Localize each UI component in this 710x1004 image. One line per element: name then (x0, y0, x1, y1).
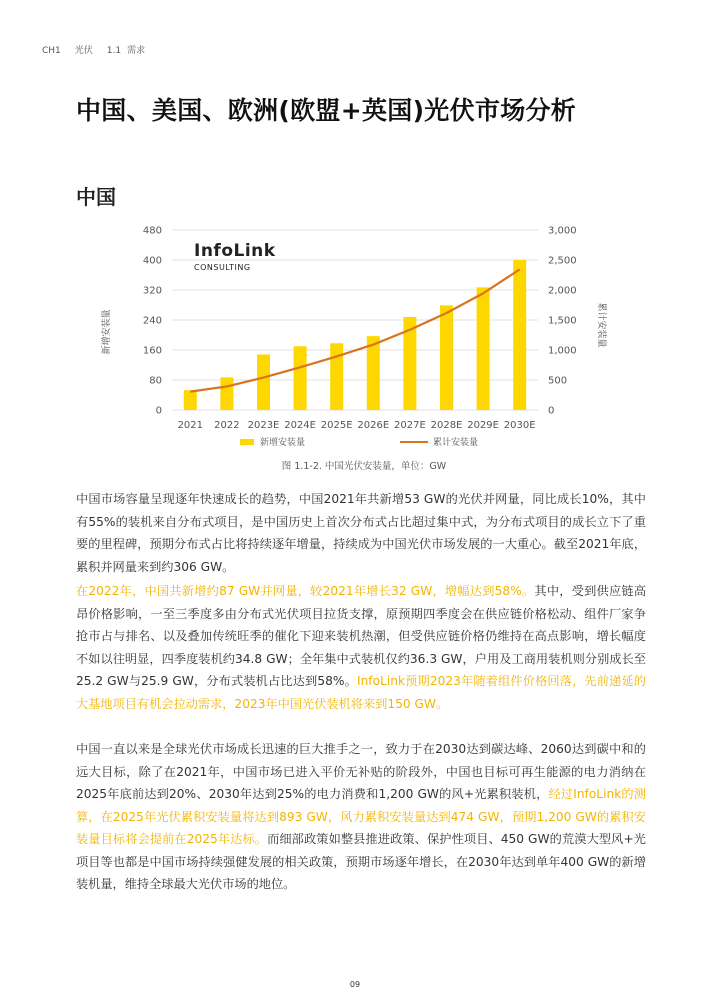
x-tick-label: 2024E (284, 420, 316, 431)
y-left-tick-label: 320 (142, 285, 162, 297)
y-right-tick-label: 1,500 (548, 315, 577, 327)
x-tick-label: 2029E (467, 420, 499, 431)
y-axis-right-label: 累计安装量 (596, 302, 606, 348)
bar-2029E (477, 287, 490, 410)
legend-line-label: 累计安装量 (433, 438, 479, 448)
y-right-tick-label: 0 (548, 405, 555, 417)
breadcrumb-section: 需求 (127, 46, 146, 56)
paragraph-2 (76, 580, 646, 715)
page-title: 中国、美国、欧洲(欧盟+英国)光伏市场分析 (76, 96, 577, 125)
y-left-tick-label: 80 (149, 375, 162, 387)
y-right-tick-label: 1,000 (548, 345, 577, 357)
x-tick-label: 2021 (177, 420, 204, 431)
breadcrumb-section-num: 1.1 (106, 46, 122, 56)
body-text: 中国市场容量呈现逐年快速成长的趋势，中国2021年共新增53 GW的光伏并网量，同比成长10%，其中有55%的装机来自分布式项目，是中国历史上首次分布式占比超过集中式，为分布式项目的成长立下了重要的里程碑，预期分布式占比将持续逐年增量，持续成为中国光伏市场发展的一大重心。截至2021年底，累积并网量来到约306 GW。 (76, 492, 646, 574)
y-axis-left-label: 新增安装量 (102, 309, 112, 355)
logo-sub: CONSULTING (194, 263, 251, 272)
x-tick-label: 2023E (247, 420, 280, 431)
highlight-text: 在2022年，中国共新增约87 GW并网量，较2021年增长32 GW，增幅达到58%。 (76, 584, 535, 598)
y-left-tick-label: 400 (142, 255, 162, 267)
bar-2024E (294, 346, 307, 410)
paragraph-3 (76, 738, 646, 896)
bar-2022 (220, 377, 233, 410)
infolink-logo (194, 241, 276, 272)
cumulative-line (190, 269, 519, 391)
body-text: 而细部政策如整县推进政策、保护性项目、450 GW的荒漠大型风+光项目等也都是中国市场持续强健发展的相关政策，预期市场逐年增长，在2030年达到单年400 GW的新增装机量，维持全球最大光伏市场的地位。 (76, 832, 646, 891)
y-right-tick-label: 2,500 (548, 255, 577, 267)
page-number: 09 (349, 980, 361, 989)
x-tick-label: 2022 (214, 420, 240, 431)
installation-chart (76, 210, 636, 485)
body-text: 其中，受到供应链高昂价格影响，一至三季度多由分布式光伏项目拉货支撑，原预期四季度会在供应链价格松动、组件厂家争抢市占与排名、以及叠加传统旺季的催化下迎来装机热潮，但受供应链价格仍维持在高点影响，增长幅度不如以往明显，四季度装机约34.8 GW；全年集中式装机仅约36.3 GW，户用及工商用装机则分别成长至25.2 GW与25.9 GW，分布式装机占比达到58%。 (76, 584, 647, 688)
breadcrumb-chapter: CH1 (42, 46, 61, 56)
y-left-tick-label: 240 (142, 315, 162, 327)
y-left-tick-label: 160 (142, 345, 162, 357)
y-left-tick-label: 480 (142, 225, 162, 237)
y-right-tick-label: 2,000 (548, 285, 577, 297)
chart-caption: 图 1.1-2. 中国光伏安装量，单位：GW (281, 461, 447, 472)
x-tick-label: 2030E (503, 420, 536, 431)
paragraph-1 (76, 488, 646, 578)
x-tick-label: 2028E (430, 420, 463, 431)
logo-name: InfoLink (194, 241, 276, 261)
breadcrumb (42, 43, 159, 56)
x-tick-label: 2025E (320, 420, 353, 431)
highlight-text: 经过InfoLink的测算，在2025年光伏累积安装量将达到893 GW，风力累积安装量达到474 GW，预期1,200 GW的累积安装量目标将会提前在2025年达标。 (76, 787, 646, 846)
highlight-text: InfoLink预期2023年随着组件价格回落，先前递延的大基地项目有机会拉动需求，2023年中国光伏装机将来到150 GW。 (76, 674, 646, 711)
legend-bar-swatch (240, 439, 254, 445)
y-right-tick-label: 3,000 (548, 225, 577, 237)
section-heading: 中国 (76, 185, 116, 209)
chart-legend (240, 436, 478, 448)
bar-2028E (440, 305, 453, 410)
bar-2021 (184, 390, 197, 410)
legend-bar-label: 新增安装量 (260, 438, 306, 448)
bar-2030E (513, 260, 526, 410)
bar-2025E (330, 343, 343, 410)
breadcrumb-topic: 光伏 (74, 46, 93, 56)
bar-2023E (257, 355, 270, 411)
chart-line (190, 269, 519, 391)
body-text: 中国一直以来是全球光伏市场成长迅速的巨大推手之一，致力于在2030达到碳达峰、2060达到碳中和的远大目标，除了在2021年，中国市场已进入平价无补贴的阶段外，中国也目标可再生能源的电力消纳在2025年底前达到20%、2030年达到25%的电力消费和1,200 GW的风+光累积装机， (76, 742, 646, 801)
chart-bars (184, 260, 526, 410)
y-right-tick-label: 500 (548, 375, 568, 387)
x-tick-label: 2027E (394, 420, 426, 431)
x-tick-label: 2026E (357, 420, 390, 431)
y-left-tick-label: 0 (155, 405, 162, 417)
